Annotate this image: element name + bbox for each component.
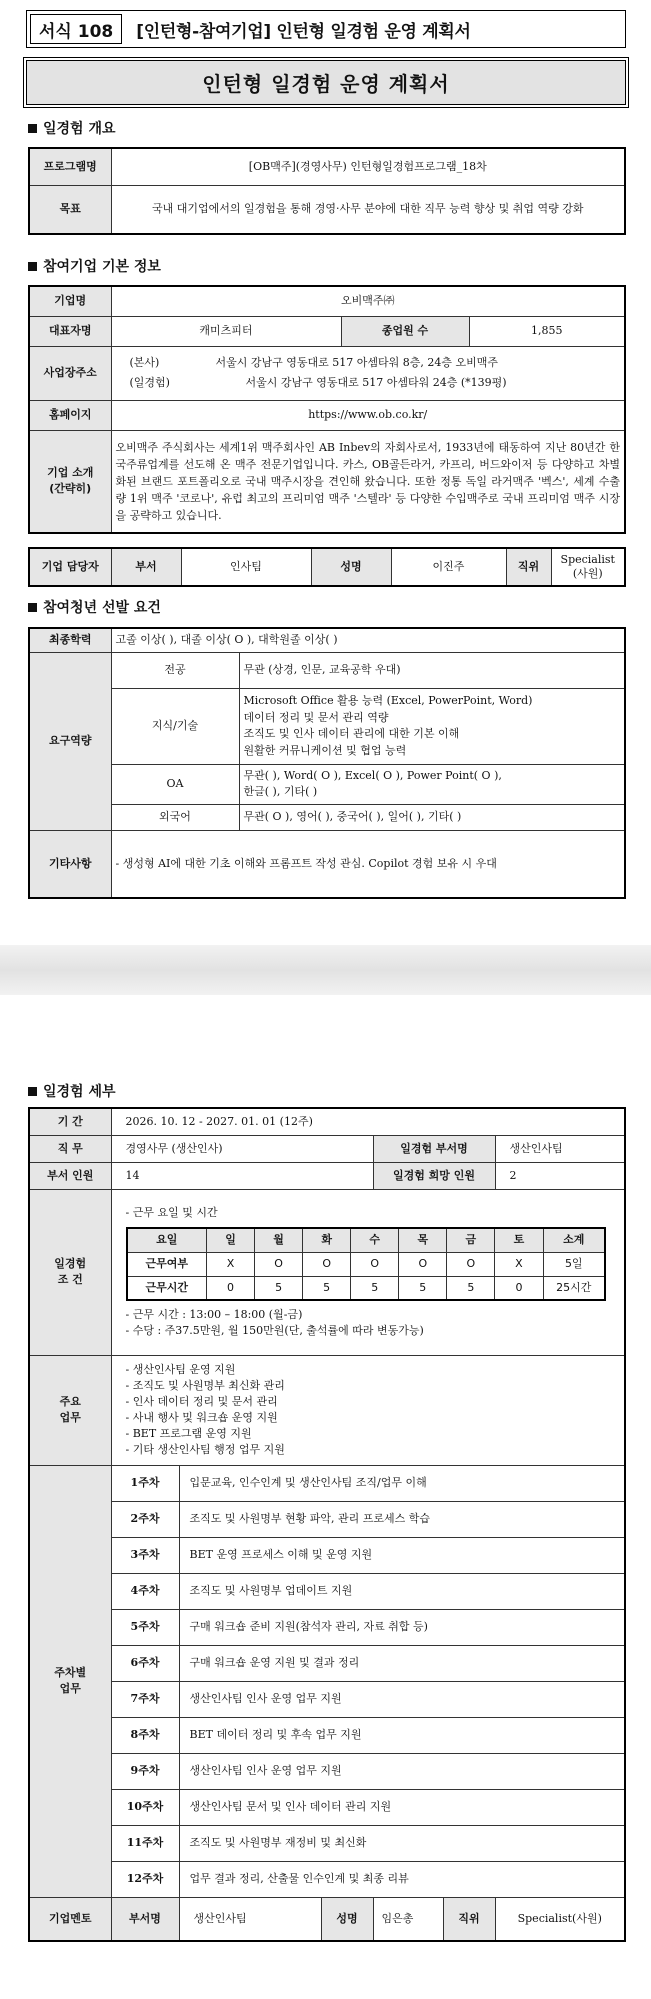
requirements-table [28,627,626,899]
company-name-label: 기업명 [29,286,111,316]
week-number: 10주차 [111,1789,179,1825]
work-dept-label: 일경험 부서명 [373,1135,495,1162]
education-label: 최종학력 [29,628,111,652]
form-header [26,10,626,48]
week-task: 조직도 및 사원명부 현황 파악, 관리 프로세스 학습 [179,1501,625,1537]
week-number: 7주차 [111,1681,179,1717]
week-task: 생산인사팀 인사 운영 업무 지원 [179,1753,625,1789]
week-task: 업무 결과 정리, 산출물 인수인계 및 최종 리뷰 [179,1861,625,1897]
language-value: 무관( O ), 영어( ), 중국어( ), 일어( ), 기타( ) [239,804,625,830]
square-bullet-icon [28,1087,37,1096]
company-name-value: 오비맥주㈜ [111,286,625,316]
mentor-position-label: 직위 [443,1897,495,1941]
page-2 [0,995,651,1999]
schedule-header-row: 요일 일 월 화 수 목 금 토 소계 [127,1228,606,1252]
oa-value: 무관( ), Word( O ), Excel( O ), Power Point( O ), 한글( ), 기타( ) [239,764,625,804]
detail-table [28,1107,626,1942]
square-bullet-icon [28,603,37,612]
form-number: 서식 108 [30,14,122,44]
weekly-label: 주차별 업무 [29,1465,111,1897]
square-bullet-icon [28,124,37,133]
work-dept-value: 생산인사팀 [495,1135,625,1162]
week-task: 생산인사팀 문서 및 인사 데이터 관리 지원 [179,1789,625,1825]
ceo-value: 캐미츠피터 [111,316,341,346]
period-value: 2026. 10. 12 - 2027. 01. 01 (12주) [111,1108,625,1135]
form-title: [인턴형-참여기업] 인턴형 일경험 운영 계획서 [136,21,471,42]
duty-item: - BET 프로그램 운영 지원 [125,1426,252,1440]
goal-label: 목표 [29,185,111,234]
condition-value [111,1189,625,1355]
section-heading-requirements: 참여청년 선발 요건 [28,597,161,617]
week-number: 6주차 [111,1645,179,1681]
staff-value: 14 [111,1162,373,1189]
condition-pay: - 수당 : 주37.5만원, 월 150만원(단, 출석률에 따라 변동가능) [125,1323,424,1337]
ceo-label: 대표자명 [29,316,111,346]
contact-name-value: 이진주 [391,548,506,586]
week-number: 5주차 [111,1609,179,1645]
contact-table [28,547,626,587]
hope-count-value: 2 [495,1162,625,1189]
major-label: 전공 [111,652,239,688]
oa-label: OA [111,764,239,804]
contact-dept-value: 인사팀 [181,548,311,586]
staff-label: 부서 인원 [29,1162,111,1189]
week-number: 3주차 [111,1537,179,1573]
week-task: 조직도 및 사원명부 업데이트 지원 [179,1573,625,1609]
major-value: 무관 (상경, 인문, 교육공학 우대) [239,652,625,688]
week-task: 입문교육, 인수인계 및 생산인사팀 조직/업무 이해 [179,1465,625,1501]
square-bullet-icon [28,262,37,271]
intro-value: 오비맥주 주식회사는 세계1위 맥주회사인 AB Inbev의 자회사로서, 1933년에 태동하여 지난 80년간 한국주류업계를 선도해 온 맥주 전문기업입니다. 카스, OB골든라거, 카프리, 버드와이저 등 다양하고 차별화된 브랜드 포트폴리오로 국내 맥주시장을 견인해 왔습니다. 또한 정통 독일 라거맥주 '벡스', 세계 수출량 1위 맥주 '코로나', 유럽 최고의 프리미엄 맥주 '스텔라' 등 다양한 수입맥주로 국내 프리미엄 맥주 시장을 공략하고 있습니다. [111,430,625,533]
schedule-table [126,1227,607,1301]
job-value: 경영사무 (생산인사) [111,1135,373,1162]
address-value [111,346,625,400]
page-1 [0,0,651,945]
mentor-position-value: Specialist(사원) [495,1897,625,1941]
job-label: 직 무 [29,1135,111,1162]
week-number: 12주차 [111,1861,179,1897]
week-number: 1주차 [111,1465,179,1501]
work-address-line: (일경험) 서울시 강남구 영동대로 517 아셈타워 24층 (*139평) [129,376,507,389]
intro-label: 기업 소개 (간략히) [29,430,111,533]
mentor-name-value: 임은총 [373,1897,443,1941]
contact-position-value: Specialist (사원) [551,548,625,586]
goal-value: 국내 대기업에서의 일경험을 통해 경영·사무 분야에 대한 직무 능력 향상 및 취업 역량 강화 [111,185,625,234]
section-heading-overview: 일경험 개요 [28,118,116,138]
schedule-workday-row: 근무여부 X O O O O O X 5일 [127,1252,606,1276]
duty-item: - 인사 데이터 정리 및 문서 관리 [125,1395,278,1409]
period-label: 기 간 [29,1108,111,1135]
duty-item: - 사내 행사 및 워크숍 운영 지원 [125,1411,278,1424]
contact-position-label: 직위 [506,548,551,586]
week-number: 11주차 [111,1825,179,1861]
condition-intro: - 근무 요일 및 시간 [125,1206,218,1220]
week-task: 구매 워크숍 운영 지원 및 결과 정리 [179,1645,625,1681]
contact-dept-label: 부서 [111,548,181,586]
week-number: 2주차 [111,1501,179,1537]
section-heading-detail: 일경험 세부 [28,1081,116,1101]
week-number: 4주차 [111,1573,179,1609]
homepage-value: https://www.ob.co.kr/ [111,400,625,430]
language-label: 외국어 [111,804,239,830]
contact-label: 기업 담당자 [29,548,111,586]
hope-count-label: 일경험 희망 인원 [373,1162,495,1189]
employee-count-label: 종업원 수 [341,316,469,346]
section-heading-company: 참여기업 기본 정보 [28,256,161,276]
program-value: [OB맥주](경영사무) 인턴형일경험프로그램_18차 [111,148,625,185]
duty-item: - 조직도 및 사원명부 최신화 관리 [125,1379,285,1393]
overview-table [28,147,626,235]
hq-address-line: (본사) 서울시 강남구 영동대로 517 아셈타워 8층, 24층 오비맥주 [129,356,498,370]
schedule-hours-row: 근무시간 0 5 5 5 5 5 0 25시간 [127,1276,606,1300]
week-task: 조직도 및 사원명부 재정비 및 최신화 [179,1825,625,1861]
address-label: 사업장주소 [29,346,111,400]
duty-list [111,1355,625,1465]
week-task: 생산인사팀 인사 운영 업무 지원 [179,1681,625,1717]
education-value: 고졸 이상( ), 대졸 이상( O ), 대학원졸 이상( ) [111,628,625,652]
mentor-dept-label: 부서명 [111,1897,179,1941]
mentor-name-label: 성명 [321,1897,373,1941]
week-number: 9주차 [111,1753,179,1789]
condition-label: 일경험 조 건 [29,1189,111,1355]
condition-time: - 근무 시간 : 13:00 – 18:00 (월-금) [125,1308,303,1322]
employee-count-value: 1,855 [469,316,625,346]
competency-label: 요구역량 [29,652,111,830]
etc-label: 기타사항 [29,830,111,898]
homepage-label: 홈페이지 [29,400,111,430]
skill-value: Microsoft Office 활용 능력 (Excel, PowerPoint, Word) 데이터 정리 및 문서 관리 역량 조직도 및 인사 데이터 관리에 대한 기본 이해 원활한 커뮤니케이션 및 협업 능력 [239,688,625,764]
duty-label: 주요 업무 [29,1355,111,1465]
duty-item: - 기타 생산인사팀 행정 업무 지원 [125,1442,285,1456]
week-number: 8주차 [111,1717,179,1753]
contact-name-label: 성명 [311,548,391,586]
etc-value: - 생성형 AI에 대한 기초 이해와 프롬프트 작성 관심. Copilot 경험 보유 시 우대 [111,830,625,898]
page-separator [0,945,651,995]
week-task: BET 데이터 정리 및 후속 업무 지원 [179,1717,625,1753]
skill-label: 지식/기술 [111,688,239,764]
week-task: 구매 워크숍 준비 지원(참석자 관리, 자료 취합 등) [179,1609,625,1645]
mentor-dept-value: 생산인사팀 [179,1897,321,1941]
program-label: 프로그램명 [29,148,111,185]
mentor-label: 기업멘토 [29,1897,111,1941]
week-task: BET 운영 프로세스 이해 및 운영 지원 [179,1537,625,1573]
document-title: 인턴형 일경험 운영 계획서 [26,60,626,105]
duty-item: - 생산인사팀 운영 지원 [125,1363,236,1377]
company-table [28,285,626,534]
